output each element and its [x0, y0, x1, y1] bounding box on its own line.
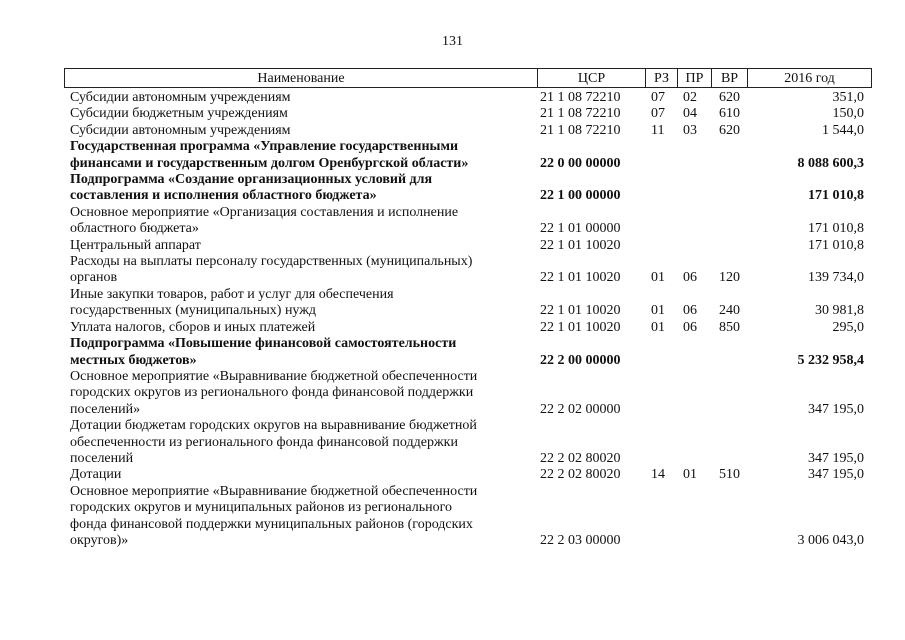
row-vr: 120: [719, 270, 740, 286]
row-name-line: государственных (муниципальных) нужд: [70, 303, 317, 319]
row-name: [70, 123, 520, 139]
page-number: 131: [442, 34, 463, 49]
row-name-line: Подпрограмма «Создание организационных условий для: [70, 172, 433, 188]
header-year: 2016 год: [747, 69, 871, 87]
row-rz: 07: [651, 106, 665, 122]
row-name-line: Основное мероприятие «Организация составления и исполнение: [70, 204, 459, 220]
row-vr: 850: [719, 319, 740, 335]
row-sum: 347 195,0: [808, 467, 864, 483]
row-name-line: Иные закупки товаров, работ и услуг для обеспечения: [70, 286, 394, 302]
table-row: [0, 320, 905, 336]
row-name-line: Дотации: [70, 467, 122, 483]
row-csr: 22 1 01 00000: [540, 221, 621, 237]
row-sum: 150,0: [832, 106, 864, 122]
table-row: [0, 467, 905, 483]
row-rz: 14: [651, 467, 665, 483]
row-rz: 11: [651, 122, 665, 138]
row-name-line: областного бюджета»: [70, 221, 199, 237]
table-row: [0, 172, 905, 205]
header-csr: ЦСР: [537, 69, 645, 87]
table-row: [0, 484, 905, 550]
row-rz: 01: [651, 270, 665, 286]
row-vr: 510: [719, 467, 740, 483]
row-name-line: Государственная программа «Управление государственными: [70, 139, 459, 155]
row-name-line: Дотации бюджетам городских округов на выравнивание бюджетной: [70, 418, 477, 434]
row-pr: 02: [683, 90, 697, 105]
row-name-line: округов)»: [70, 532, 129, 548]
header-rz: РЗ: [645, 69, 677, 87]
table-header: [64, 68, 872, 88]
row-pr: 06: [683, 270, 697, 286]
row-sum: 351,0: [832, 90, 864, 105]
row-name: [70, 467, 520, 483]
row-name-line: местных бюджетов»: [70, 352, 197, 368]
row-csr: 22 2 02 00000: [540, 401, 621, 417]
row-sum: 3 006 043,0: [797, 532, 864, 548]
row-name: [70, 106, 520, 122]
row-name: [70, 369, 520, 418]
row-sum: 171 010,8: [808, 188, 864, 204]
row-name: [70, 484, 520, 550]
row-name-line: Субсидии бюджетным учреждениям: [70, 106, 288, 122]
row-csr: 21 1 08 72210: [540, 122, 621, 138]
row-sum: 347 195,0: [808, 450, 864, 466]
row-sum: 139 734,0: [808, 270, 864, 286]
row-name: [70, 287, 520, 320]
table-row: [0, 336, 905, 369]
row-name-line: Уплата налогов, сборов и иных платежей: [70, 319, 316, 335]
row-name-line: Основное мероприятие «Выравнивание бюджетной обеспеченности: [70, 368, 478, 384]
row-pr: 04: [683, 106, 697, 122]
row-rz: 01: [651, 303, 665, 319]
row-name-line: обеспеченности из регионального фонда финансовой поддержки: [70, 434, 458, 450]
row-vr: 620: [719, 90, 740, 105]
row-sum: 347 195,0: [808, 401, 864, 417]
row-name: [70, 205, 520, 238]
table-row: [0, 106, 905, 122]
row-pr: 06: [683, 319, 697, 335]
row-csr: 21 1 08 72210: [540, 90, 621, 105]
row-name: [70, 139, 520, 172]
table-row: [0, 287, 905, 320]
row-rz: 01: [651, 319, 665, 335]
row-csr: 22 1 01 10020: [540, 319, 621, 335]
row-pr: 01: [683, 467, 697, 483]
row-pr: 06: [683, 303, 697, 319]
row-name-line: поселений: [70, 450, 134, 466]
row-name-line: органов: [70, 270, 118, 286]
row-name-line: составления и исполнения областного бюджета»: [70, 188, 377, 204]
row-name: [70, 418, 520, 467]
row-csr: 22 2 00 00000: [540, 352, 621, 368]
row-sum: 1 544,0: [822, 122, 864, 138]
row-name: [70, 336, 520, 369]
table-row: [0, 418, 905, 467]
row-csr: 22 2 02 80020: [540, 467, 621, 483]
table-row: [0, 139, 905, 172]
row-sum: 8 088 600,3: [797, 155, 864, 171]
header-vr: ВР: [711, 69, 747, 87]
table-row: [0, 238, 905, 254]
table-body: [0, 90, 905, 549]
row-name: [70, 172, 520, 205]
row-sum: 171 010,8: [808, 221, 864, 237]
row-csr: 22 0 00 00000: [540, 155, 621, 171]
row-csr: 22 1 01 10020: [540, 237, 621, 253]
row-vr: 240: [719, 303, 740, 319]
row-sum: 5 232 958,4: [797, 352, 864, 368]
row-name-line: финансами и государственным долгом Оренбургской области»: [70, 155, 469, 171]
row-vr: 610: [719, 106, 740, 122]
row-name-line: Субсидии автономным учреждениям: [70, 90, 291, 105]
table-row: [0, 90, 905, 106]
header-pr: ПР: [677, 69, 711, 87]
row-csr: 21 1 08 72210: [540, 106, 621, 122]
row-csr: 22 1 00 00000: [540, 188, 621, 204]
table-row: [0, 205, 905, 238]
table-row: [0, 254, 905, 287]
row-rz: 07: [651, 90, 665, 105]
row-csr: 22 2 03 00000: [540, 532, 621, 548]
row-name: [70, 320, 520, 336]
row-name-line: Субсидии автономным учреждениям: [70, 122, 291, 138]
row-name: [70, 254, 520, 287]
row-sum: 171 010,8: [808, 237, 864, 253]
row-pr: 03: [683, 122, 697, 138]
row-name-line: Основное мероприятие «Выравнивание бюджетной обеспеченности: [70, 483, 478, 499]
row-name-line: Подпрограмма «Повышение финансовой самостоятельности: [70, 336, 457, 352]
row-csr: 22 1 01 10020: [540, 303, 621, 319]
table-row: [0, 369, 905, 418]
table-row: [0, 123, 905, 139]
row-sum: 30 981,8: [815, 303, 864, 319]
row-name: [70, 90, 520, 106]
row-vr: 620: [719, 122, 740, 138]
row-name-line: городских округов и муниципальных районов из регионального: [70, 500, 453, 516]
row-name-line: фонда финансовой поддержки муниципальных районов (городских: [70, 516, 473, 532]
header-name: Наименование: [257, 71, 345, 86]
row-name: [70, 238, 520, 254]
row-csr: 22 2 02 80020: [540, 450, 621, 466]
row-sum: 295,0: [832, 319, 864, 335]
row-name-line: Расходы на выплаты персоналу государственных (муниципальных): [70, 254, 473, 270]
row-csr: 22 1 01 10020: [540, 270, 621, 286]
row-name-line: городских округов из регионального фонда финансовой поддержки: [70, 385, 474, 401]
row-name-line: поселений»: [70, 401, 141, 417]
row-name-line: Центральный аппарат: [70, 237, 201, 253]
